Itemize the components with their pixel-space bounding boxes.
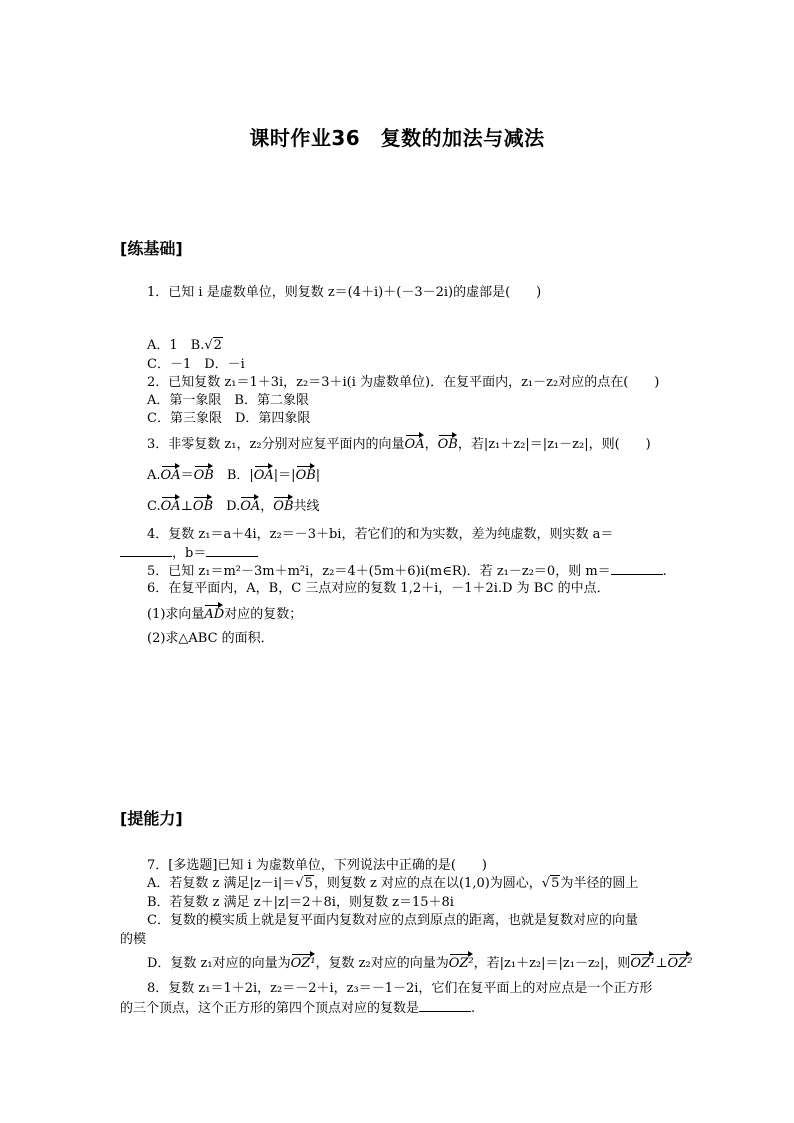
q7-option-c-line2: 的模 — [120, 932, 147, 947]
q7-option-d: D．复数 z₁对应的向量为OZ¹，复数 z₂对应的向量为OZ²，若|z₁＋z₂|＝|z₁－z₂|，则OZ¹⊥OZ² — [147, 956, 693, 971]
section-advanced: [提能力] — [120, 809, 183, 828]
vector-oz1: OZ¹ — [290, 956, 316, 971]
q6-stem: 6．在复平面内，A，B，C 三点对应的复数 1,2＋i，－1＋2i.D 为 BC 的中点． — [147, 581, 610, 596]
q2-options-ab: A．第一象限 B．第二象限 — [147, 393, 309, 408]
q2-stem: 2．已知复数 z₁＝1＋3i，z₂＝3＋i(i 为虚数单位)．在复平面内，z₁－z₂对应的点在( ) — [147, 375, 660, 390]
q2-options-cd: C．第三象限 D．第四象限 — [147, 411, 311, 426]
answer-blank — [419, 999, 471, 1012]
q7-option-a: A．若复数 z 满足|z－i|＝√5，则复数 z 对应的点在以(1,0)为圆心，√5为半径的圆上 — [147, 876, 639, 891]
section-basic: [练基础] — [120, 239, 183, 258]
vector-oa: OA — [404, 437, 425, 452]
page-title: 课时作业36 复数的加法与减法 — [249, 126, 545, 150]
q3-options-ab: A.OA＝OB B．|OA|＝|OB| — [147, 468, 321, 483]
q6-part1: (1)求向量AD对应的复数； — [147, 607, 303, 622]
vector-ad: AD — [204, 607, 225, 622]
answer-blank — [120, 544, 172, 557]
q6-part2: (2)求△ABC 的面积． — [147, 631, 274, 646]
q5-text: 5．已知 z₁＝m²－3m＋m²i，z₂＝4＋(5m＋6)i(m∈R)．若 z₁－z₂＝0，则 m＝ . — [147, 564, 667, 579]
q8-line1: 8．复数 z₁＝1＋2i，z₂＝－2＋i，z₃＝－1－2i，它们在复平面上的对应点是一个正方形 — [147, 981, 653, 996]
vector-ob: OB — [437, 437, 458, 452]
q1-options-cd: C．－1 D．－i — [147, 357, 245, 372]
answer-blank — [611, 562, 663, 575]
q4-line1: 4．复数 z₁＝a＋4i，z₂＝－3＋bi，若它们的和为实数，差为纯虚数，则实数 a＝ — [147, 527, 614, 542]
q3-options-cd: C.OA⊥OB D.OA，OB共线 — [147, 499, 320, 514]
q4-line2: ，b＝ — [120, 544, 258, 563]
vector-oz2: OZ² — [448, 956, 474, 971]
q3-stem: 3．非零复数 z₁，z₂分别对应复平面内的向量OA，OB，若|z₁＋z₂|＝|z₁－z₂|，则( ) — [147, 437, 651, 452]
q7-option-c-line1: C．复数的模实质上就是复平面内复数对应的点到原点的距离，也就是复数对应的向量 — [147, 913, 638, 928]
sqrt-symbol: √2 — [204, 338, 222, 353]
q1-options-ab: A．1 B.√2 — [147, 338, 222, 353]
answer-blank — [206, 544, 258, 557]
q7-stem: 7．[多选题]已知 i 为虚数单位，下列说法中正确的是( ) — [147, 858, 487, 873]
q1-stem: 1．已知 i 是虚数单位，则复数 z＝(4＋i)＋(－3－2i)的虚部是( ) — [147, 285, 542, 300]
q7-option-b: B．若复数 z 满足 z＋|z|＝2＋8i，则复数 z＝15＋8i — [147, 895, 454, 910]
q8-line2: 的三个顶点，这个正方形的第四个顶点对应的复数是 . — [120, 1001, 476, 1016]
